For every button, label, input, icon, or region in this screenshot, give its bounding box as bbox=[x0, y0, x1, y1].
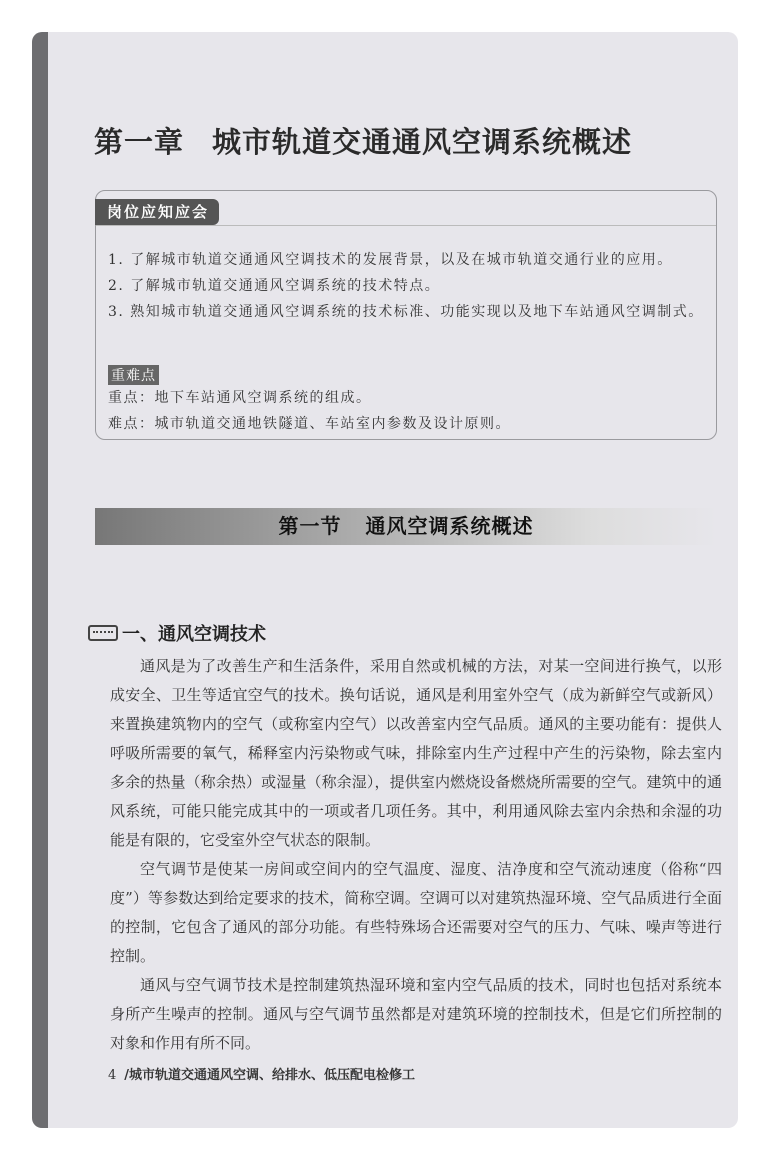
section-banner bbox=[95, 508, 717, 545]
objective-item: 1. 了解城市轨道交通通风空调技术的发展背景，以及在城市轨道交通行业的应用。 bbox=[108, 252, 673, 268]
key-points-tag: 重难点 bbox=[108, 365, 159, 385]
subsection-heading bbox=[88, 620, 266, 646]
page-edge-strip bbox=[32, 32, 48, 1128]
body-text bbox=[110, 652, 722, 1058]
paragraph: 通风是为了改善生产和生活条件，采用自然或机械的方法，对某一空间进行换气，以形成安全、卫生等适宜空气的技术。换句话说，通风是利用室外空气（成为新鲜空气或新风）来置换建筑物内的空气（或称室内空气）以改善室内空气品质。通风的主要功能有：提供人呼吸所需要的氧气，稀释室内污染物或气味，排除室内生产过程中产生的污染物，除去室内多余的热量（称余热）或湿量（称余湿），提供室内燃烧设备燃烧所需要的空气。建筑中的通风系统，可能只能完成其中的一项或者几项任务。其中，利用通风除去室内余热和余湿的功能是有限的，它受室外空气状态的限制。 bbox=[110, 657, 722, 849]
chapter-title bbox=[94, 120, 660, 161]
page-footer bbox=[108, 1064, 415, 1083]
paragraph: 空气调节是使某一房间或空间内的空气温度、湿度、洁净度和空气流动速度（俗称“四度”）等参数达到给定要求的技术，简称空调。空调可以对建筑热湿环境、空气品质进行全面的控制，它包含了通风的部分功能。有些特殊场合还需要对空气的压力、气味、噪声等进行控制。 bbox=[110, 860, 722, 965]
key-point: 重点：地下车站通风空调系统的组成。 bbox=[108, 390, 372, 406]
objective-item: 2. 了解城市轨道交通通风空调系统的技术特点。 bbox=[108, 278, 441, 294]
section-title: 通风空调系统概述 bbox=[365, 514, 534, 538]
objective-item: 3. 熟知城市轨道交通通风空调系统的技术标准、功能实现以及地下车站通风空调制式。 bbox=[108, 304, 704, 320]
divider bbox=[96, 225, 716, 226]
chapter-number: 第一章 bbox=[94, 125, 185, 159]
objectives-box bbox=[95, 190, 717, 440]
difficult-point: 难点：城市轨道交通地铁隧道、车站室内参数及设计原则。 bbox=[108, 416, 511, 432]
section-number: 第一节 bbox=[278, 514, 342, 538]
paragraph: 通风与空气调节技术是控制建筑热湿环境和室内空气品质的技术，同时也包括对系统本身所产生噪声的控制。通风与空气调节虽然都是对建筑环境的控制技术，但是它们所控制的对象和作用有所不同。 bbox=[110, 976, 722, 1052]
running-title: /城市轨道交通通风空调、给排水、低压配电检修工 bbox=[124, 1068, 416, 1083]
keyboard-icon bbox=[88, 625, 118, 641]
book-page bbox=[32, 32, 738, 1128]
page-number: 4 bbox=[108, 1068, 117, 1083]
chapter-name: 城市轨道交通通风空调系统概述 bbox=[212, 125, 633, 159]
subsection-title: 一、通风空调技术 bbox=[122, 624, 266, 645]
objectives-tag: 岗位应知应会 bbox=[95, 199, 219, 225]
